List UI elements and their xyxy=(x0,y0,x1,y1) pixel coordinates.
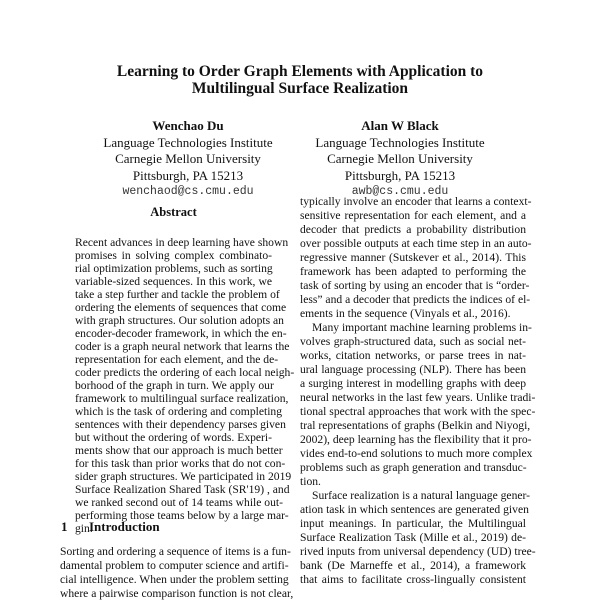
section-title: Introduction xyxy=(89,519,160,534)
section-heading xyxy=(61,519,160,535)
text-line: tral representations of graphs (Belkin and Niyogi, xyxy=(300,419,531,432)
text-line: task of sorting by using an encoder that is “order- xyxy=(300,279,530,292)
text-line: borhood of the graph in turn. We apply our xyxy=(75,379,274,392)
text-line: for this task than prior works that do not con- xyxy=(75,457,286,470)
text-line: tion. xyxy=(300,475,321,488)
author-block xyxy=(290,118,510,201)
author-name: Alan W Black xyxy=(361,118,439,133)
author-affiliation: Language Technologies Institute xyxy=(103,134,273,150)
author-address: Pittsburgh, PA 15213 xyxy=(132,167,244,183)
text-line: problems such as graph generation and transduc- xyxy=(300,461,527,474)
text-line: encoder-decoder framework, in which the en- xyxy=(75,327,287,340)
text-line: Sorting and ordering a sequence of items is a fun- xyxy=(60,545,291,558)
text-line: bank (De Marneffe et al., 2014), a framework xyxy=(300,559,526,572)
text-line: rived inputs from universal dependency (UD) tree- xyxy=(300,545,536,558)
author-university: Carnegie Mellon University xyxy=(115,151,261,166)
text-line: a surging interest in modelling graphs with deep xyxy=(300,377,526,390)
text-line: damental problem to computer science and artifi- xyxy=(60,559,289,572)
text-line: rial optimization problems, such as sorting xyxy=(75,262,273,275)
abstract-heading: Abstract xyxy=(150,205,197,219)
text-line: framework to multilingual surface realization, xyxy=(75,392,289,405)
text-line: works, citation networks, or parse trees in nat- xyxy=(300,349,526,362)
title-line: Learning to Order Graph Elements with Application to xyxy=(116,63,484,80)
text-line: regressive manner (Sutskever et al., 2014). This xyxy=(300,251,526,264)
section-number: 1 xyxy=(61,519,68,534)
text-line: Surface Realization Task (Mille et al., 2019) de- xyxy=(300,531,526,544)
author-address: Pittsburgh, PA 15213 xyxy=(344,167,456,183)
text-line: framework has been adapted to performing the xyxy=(300,265,526,278)
text-line: coder predicts the ordering of each local neigh- xyxy=(75,366,295,379)
text-line: Surface realization is a natural language gener- xyxy=(312,489,531,502)
text-line: Recent advances in deep learning have shown xyxy=(75,236,289,249)
text-line: tional spectral approaches that work with the spec- xyxy=(300,405,536,418)
text-line: decoder that predicts a probability distribution xyxy=(300,223,526,236)
text-line: coder is a graph neural network that learns the xyxy=(75,340,290,353)
author-email[interactable]: wenchaod@cs.cmu.edu xyxy=(122,185,254,198)
text-line: where a pairwise comparison function is not clear, xyxy=(60,587,294,600)
text-line: sentences with their dependency parses given xyxy=(75,418,286,431)
text-line: volves graph-structured data, such as social net- xyxy=(300,335,526,348)
title-line: Multilingual Surface Realization xyxy=(191,80,409,97)
text-line: but without the ordering of words. Experi- xyxy=(75,431,272,444)
text-line: typically involve an encoder that learns a context- xyxy=(300,195,532,208)
text-line: Surface Realization Shared Task (SR'19) , and xyxy=(75,483,290,496)
paper-title xyxy=(0,63,600,97)
text-line: input meanings. In particular, the Multilingual xyxy=(300,517,526,530)
text-line: sider graph structures. We participated in 2019 xyxy=(75,470,292,483)
author-name: Wenchao Du xyxy=(152,118,224,133)
text-line: less” and a decoder that predicts the indices of el- xyxy=(300,293,531,306)
text-line: Many important machine learning problems in- xyxy=(312,321,532,334)
text-line: cial intelligence. When under the problem setting xyxy=(60,573,289,586)
author-email[interactable]: awb@cs.cmu.edu xyxy=(351,185,449,198)
text-line: promises in solving complex combinato- xyxy=(75,249,272,262)
text-line: ements in the sequence (Vinyals et al., 2016). xyxy=(300,307,511,320)
text-line: over possible outputs at each time step in an auto- xyxy=(300,237,532,250)
text-line: with graph structures. Our solution adopts an xyxy=(75,314,284,327)
text-line: ation task in which sentences are generated given xyxy=(300,503,529,516)
text-line: sensitive representation for each element, and a xyxy=(300,209,526,222)
text-line: vides end-to-end solutions to much more complex xyxy=(300,447,533,460)
text-line: ural language processing (NLP). There has been xyxy=(300,363,526,376)
text-line: gin. xyxy=(75,522,93,535)
author-university: Carnegie Mellon University xyxy=(327,151,473,166)
text-line: performing those teams below by a large mar- xyxy=(75,509,289,522)
text-line: ordering the elements of sequences that come xyxy=(75,301,287,314)
text-line: variable-sized sequences. In this work, we xyxy=(75,275,272,288)
text-line: representation for each element, and the de- xyxy=(75,353,279,366)
author-affiliation: Language Technologies Institute xyxy=(315,134,485,150)
text-line: we ranked second out of 14 teams while out- xyxy=(75,496,283,509)
author-block xyxy=(78,118,298,201)
text-line: 2002), deep learning has the flexibility that it pro- xyxy=(300,433,532,446)
text-line: take a step further and tackle the problem of xyxy=(75,288,280,301)
text-line: neural networks in the last few years. Unlike tradi- xyxy=(300,391,536,404)
text-line: that aims to facilitate cross-lingually consistent xyxy=(300,573,526,586)
text-line: which is the task of ordering and completing xyxy=(75,405,283,418)
text-line: ments show that our approach is much better xyxy=(75,444,283,457)
